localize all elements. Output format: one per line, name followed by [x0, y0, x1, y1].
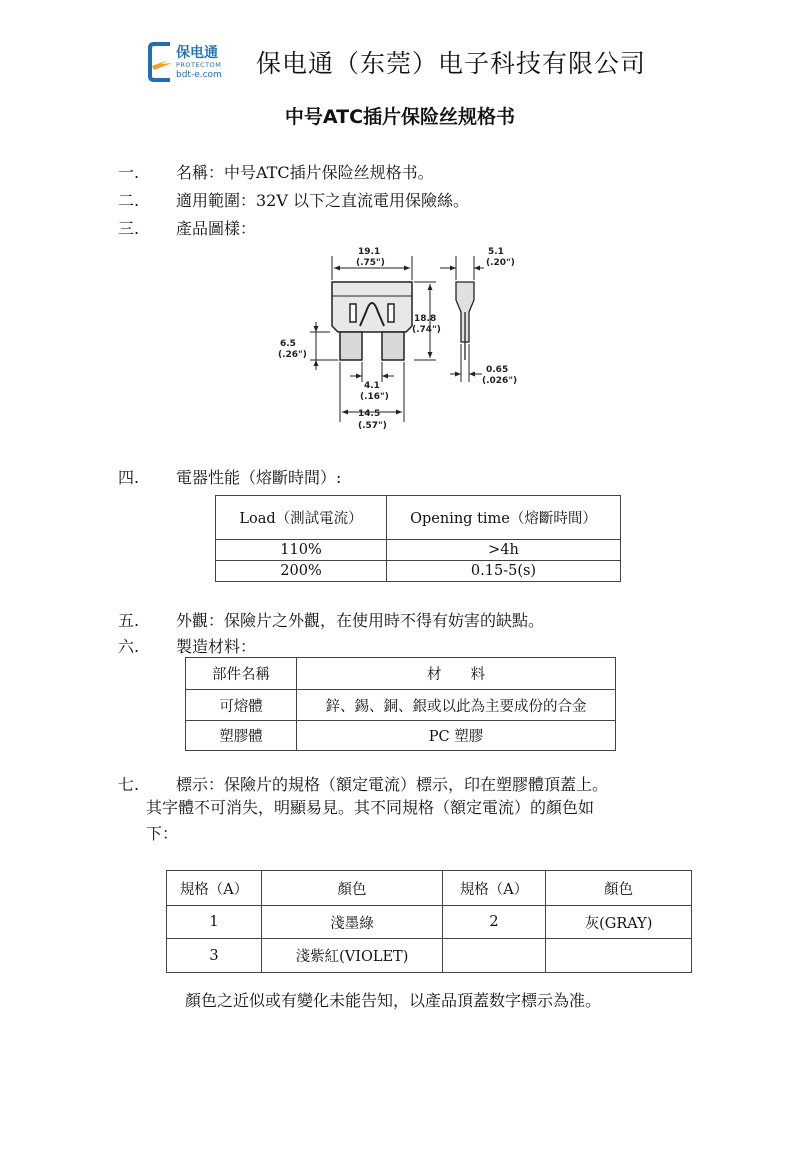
materials-table [185, 657, 616, 751]
fuse-side-view [456, 282, 474, 360]
section-text: 適用範圍：32V 以下之直流電用保險絲。 [176, 191, 470, 210]
table-cell: 0.15-5(s) [387, 561, 621, 582]
table-cell: 可熔體 [186, 690, 297, 721]
section-number: 四. [118, 468, 140, 487]
section-text: 製造材料： [176, 637, 257, 656]
section-number: 一. [118, 163, 140, 182]
logo-mark-icon [148, 40, 240, 84]
company-logo [148, 40, 240, 84]
section-text: 名稱：中号ATC插片保险丝规格书。 [176, 163, 434, 182]
section-number: 二. [118, 191, 140, 210]
section-text: 外觀：保險片之外觀，在使用時不得有妨害的缺點。 [176, 611, 545, 630]
table-cell [546, 939, 692, 973]
section-text: 標示：保險片的規格（額定電流）標示，印在塑膠體頂蓋上。 [176, 775, 609, 794]
dim-width-mm: 19.1 [358, 247, 381, 257]
section-text: 電器性能（熔斷時間）: [176, 468, 342, 487]
dim-thickness-in: (.20") [486, 258, 515, 268]
dim-height-in: (.74") [412, 325, 441, 335]
table-row [167, 906, 692, 939]
table-header-row [167, 871, 692, 906]
logo-main-text: 保电通 [176, 45, 218, 61]
dim-blade-gap-mm: 4.1 [364, 381, 380, 391]
table-header-cell: 材 料 [297, 658, 616, 690]
logo-sub-text: PROTECTOM [176, 61, 222, 69]
table-row [216, 561, 621, 582]
table-cell: 淺紫紅(VIOLET) [262, 939, 443, 973]
section-number: 三. [118, 219, 140, 238]
table-cell: 2 [443, 906, 546, 939]
table-cell: 1 [167, 906, 262, 939]
dim-blade-length-in: (.26") [278, 350, 307, 360]
table-row [186, 721, 616, 751]
table-cell: >4h [387, 540, 621, 561]
table-row [216, 540, 621, 561]
dim-height-mm: 18.8 [414, 314, 437, 324]
dim-blade-thickness-in: (.026") [482, 376, 518, 386]
table-cell [443, 939, 546, 973]
dim-blade-thickness-mm: 0.65 [486, 365, 509, 375]
electrical-performance-table [215, 495, 621, 582]
table-header-row [216, 496, 621, 540]
section-number: 五. [118, 611, 140, 630]
section-number: 七. [118, 775, 140, 794]
section-text: 下： [146, 824, 179, 843]
footnote: 顏色之近似或有變化未能告知，以產品頂蓋数字標示為准。 [185, 991, 602, 1010]
dim-blade-span-mm: 14.5 [358, 409, 381, 419]
logo-url-text: bdt-e.com [176, 70, 222, 80]
table-header-cell: 顏色 [262, 871, 443, 906]
fuse-dimension-drawing [270, 242, 550, 447]
company-name: 保电通（东莞）电子科技有限公司 [256, 49, 647, 78]
table-cell: 鋅、錫、銅、銀或以此為主要成份的合金 [297, 690, 616, 721]
document-title: 中号ATC插片保险丝规格书 [284, 106, 516, 128]
fuse-front-view [332, 282, 412, 360]
table-cell: 110% [216, 540, 387, 561]
section-number: 六. [118, 637, 140, 656]
table-cell: PC 塑膠 [297, 721, 616, 751]
table-header-cell: Load（測試電流） [216, 496, 387, 540]
color-code-table [166, 870, 692, 973]
table-cell: 200% [216, 561, 387, 582]
section-7-continuation [146, 795, 766, 847]
dim-blade-length-mm: 6.5 [280, 339, 296, 349]
table-row [167, 939, 692, 973]
dim-width-in: (.75") [356, 258, 385, 268]
table-cell: 淺墨綠 [262, 906, 443, 939]
dim-blade-gap-in: (.16") [360, 392, 389, 402]
table-header-cell: 部件名稱 [186, 658, 297, 690]
section-text: 產品圖樣： [176, 219, 257, 238]
section-text: 其字體不可消失，明顯易見。其不同規格（額定電流）的顏色如 [146, 798, 595, 817]
table-header-cell: 規格（A） [167, 871, 262, 906]
table-cell: 灰(GRAY) [546, 906, 692, 939]
table-header-cell: 顏色 [546, 871, 692, 906]
table-header-cell: 規格（A） [443, 871, 546, 906]
table-header-row [186, 658, 616, 690]
table-header-cell: Opening time（熔斷時間） [387, 496, 621, 540]
table-cell: 塑膠體 [186, 721, 297, 751]
dim-blade-span-in: (.57") [358, 421, 387, 431]
dim-thickness-mm: 5.1 [488, 247, 504, 257]
table-row [186, 690, 616, 721]
table-cell: 3 [167, 939, 262, 973]
